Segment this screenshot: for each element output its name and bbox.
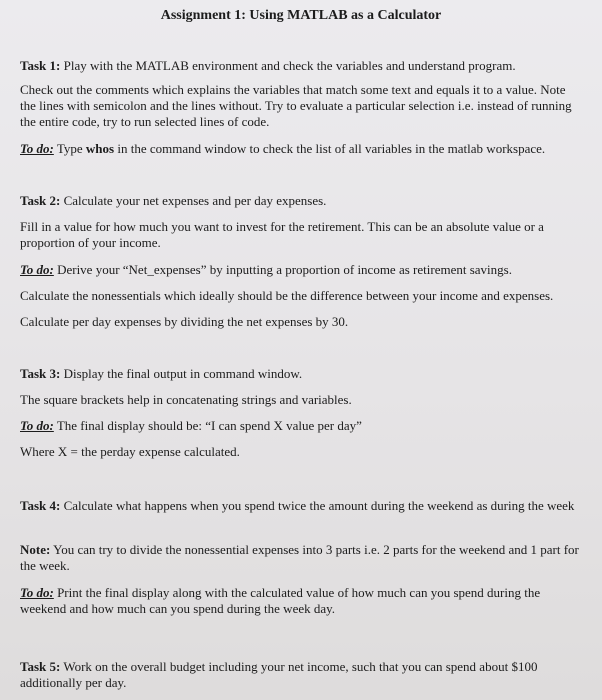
task4-note: [20, 542, 580, 574]
task3-label: Task 3:: [20, 366, 61, 381]
task3-heading: [20, 366, 580, 382]
task1-todo-command: whos: [85, 141, 115, 156]
task5-label: Task 5:: [20, 659, 61, 674]
task2-label: Task 2:: [20, 193, 61, 208]
task5-heading-text: Work on the overall budget including your net income, such that you can spend about $100 additionally per day.: [20, 659, 538, 690]
task2-line3: Calculate per day expenses by dividing the net expenses by 30.: [20, 314, 349, 329]
task1-heading: [20, 58, 580, 74]
task1-body: Check out the comments which explains the variables that match some text and equals it to a value. Note the lines with semicolon and the lines without. Try to evaluate a particular selection i.e. instead of running the entire code, try to run selected lines of code.: [20, 82, 572, 129]
task4-note-label: Note:: [20, 542, 51, 557]
task4-todo-text: Print the final display along with the calculated value of how much can you spend during the weekend and how much can you spend during the week day.: [20, 585, 541, 616]
assignment-title: Assignment 1: Using MATLAB as a Calculator: [160, 8, 442, 23]
task4-heading-text: Calculate what happens when you spend twice the amount during the weekend as during the week: [63, 498, 575, 513]
task2-todo: [20, 262, 580, 278]
task1-todo-post: in the command window to check the list of all variables in the matlab workspace.: [117, 141, 546, 156]
task4-note-text: You can try to divide the nonessential expenses into 3 parts i.e. 2 parts for the weekend and 1 part for the week.: [20, 542, 579, 573]
task3-todo: [20, 418, 580, 434]
task3-body: The square brackets help in concatenating strings and variables.: [20, 392, 352, 407]
task1-todo-pre: Type: [56, 141, 83, 156]
task1-todo: [20, 141, 580, 157]
task4-todo-label: To do:: [20, 585, 54, 600]
task1-todo-label: To do:: [20, 141, 54, 156]
task2-heading-text: Calculate your net expenses and per day expenses.: [63, 193, 327, 208]
task2-body: Fill in a value for how much you want to invest for the retirement. This can be an absolute value or a proportion of your income.: [20, 219, 544, 250]
task2-todo-label: To do:: [20, 262, 54, 277]
task3-line2: Where X = the perday expense calculated.: [20, 444, 240, 459]
task3-heading-text: Display the final output in command window.: [63, 366, 303, 381]
task4-heading: [20, 498, 580, 514]
task2-line2: Calculate the nonessentials which ideally should be the difference between your income and expenses.: [20, 288, 554, 303]
task5-heading: [20, 659, 580, 691]
task1-heading-text: Play with the MATLAB environment and check the variables and understand program.: [63, 58, 516, 73]
task4-todo: [20, 585, 580, 617]
task4-label: Task 4:: [20, 498, 61, 513]
task1-label: Task 1:: [20, 58, 61, 73]
task2-heading: [20, 193, 580, 209]
task3-todo-text: The final display should be: “I can spend X value per day”: [56, 418, 362, 433]
task3-todo-label: To do:: [20, 418, 54, 433]
task2-todo-text: Derive your “Net_expenses” by inputting a proportion of income as retirement savings.: [57, 262, 512, 277]
